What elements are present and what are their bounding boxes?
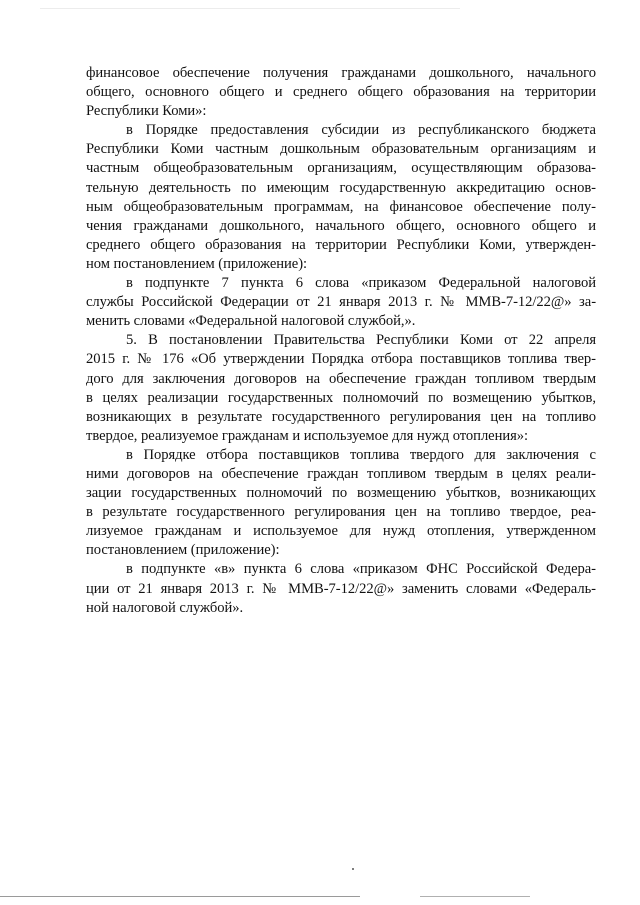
text-line: дого для заключения договоров на обеспечение граждан топливом твердым xyxy=(86,370,596,387)
text-line: ным общеобразовательным программам, на финансовое обеспечение полу- xyxy=(86,198,596,215)
text-line: Республики Коми»: xyxy=(86,103,207,120)
text-line: ном постановлением (приложение): xyxy=(86,255,308,272)
text-line: ции от 21 января 2013 г. № ММВ-7-12/22@» заменить словами «Федераль- xyxy=(86,580,596,597)
scan-artifact-bottom-right xyxy=(420,896,530,897)
text-line: ними договоров на обеспечение граждан топливом твердым в целях реали- xyxy=(86,465,596,482)
text-line: в Порядке предоставления субсидии из республиканского бюджета xyxy=(126,122,596,139)
text-line: лизуемое гражданам и используемое для нужд отопления, утвержденном xyxy=(86,523,596,540)
text-line: общего, основного общего и среднего общего образования на территории xyxy=(86,84,596,101)
text-line: твердое, реализуемое гражданам и используемое для нужд отопления»: xyxy=(86,427,529,444)
text-line: 2015 г. № 176 «Об утверждении Порядка отбора поставщиков топлива твер- xyxy=(86,351,596,368)
scan-artifact-top xyxy=(40,8,460,9)
text-line: среднего общего образования на территории Республики Коми, утвержден- xyxy=(86,236,596,253)
document-body xyxy=(86,64,596,618)
text-line: менить словами «Федеральной налоговой службой,». xyxy=(86,313,416,330)
text-line: зации государственных полномочий по возмещению убытков, возникающих xyxy=(86,485,596,502)
text-line: в подпункте «в» пункта 6 слова «приказом ФНС Российской Федера- xyxy=(126,561,596,578)
text-line: в подпункте 7 пункта 6 слова «приказом Федеральной налоговой xyxy=(126,275,596,292)
text-line: Республики Коми частным дошкольным образовательным организациям и xyxy=(86,141,596,158)
text-line: в результате государственного регулирования цен на топливо твердое, реа- xyxy=(86,504,596,521)
text-line: службы Российской Федерации от 21 января 2013 г. № ММВ-7-12/22@» за- xyxy=(86,294,596,311)
scan-speck xyxy=(352,868,354,870)
text-line: финансовое обеспечение получения гражданами дошкольного, начального xyxy=(86,65,596,81)
scan-artifact-bottom xyxy=(0,896,360,897)
text-line: постановлением (приложение): xyxy=(86,542,280,559)
text-line: в целях реализации государственных полномочий по возмещению убытков, xyxy=(86,389,596,406)
text-line: 5. В постановлении Правительства Республики Коми от 22 апреля xyxy=(126,332,596,349)
text-line: чения гражданами дошкольного, начального общего, основного общего и xyxy=(86,217,596,234)
text-line: в Порядке отбора поставщиков топлива твердого для заключения с xyxy=(126,446,596,463)
text-line: возникающих в результате государственного регулирования цен на топливо xyxy=(86,408,596,425)
text-line: ной налоговой службой». xyxy=(86,599,244,616)
text-line: тельную деятельность по имеющим государственную аккредитацию основ- xyxy=(86,179,596,196)
text-line: частным общеобразовательным организациям, осуществляющим образова- xyxy=(86,160,596,177)
